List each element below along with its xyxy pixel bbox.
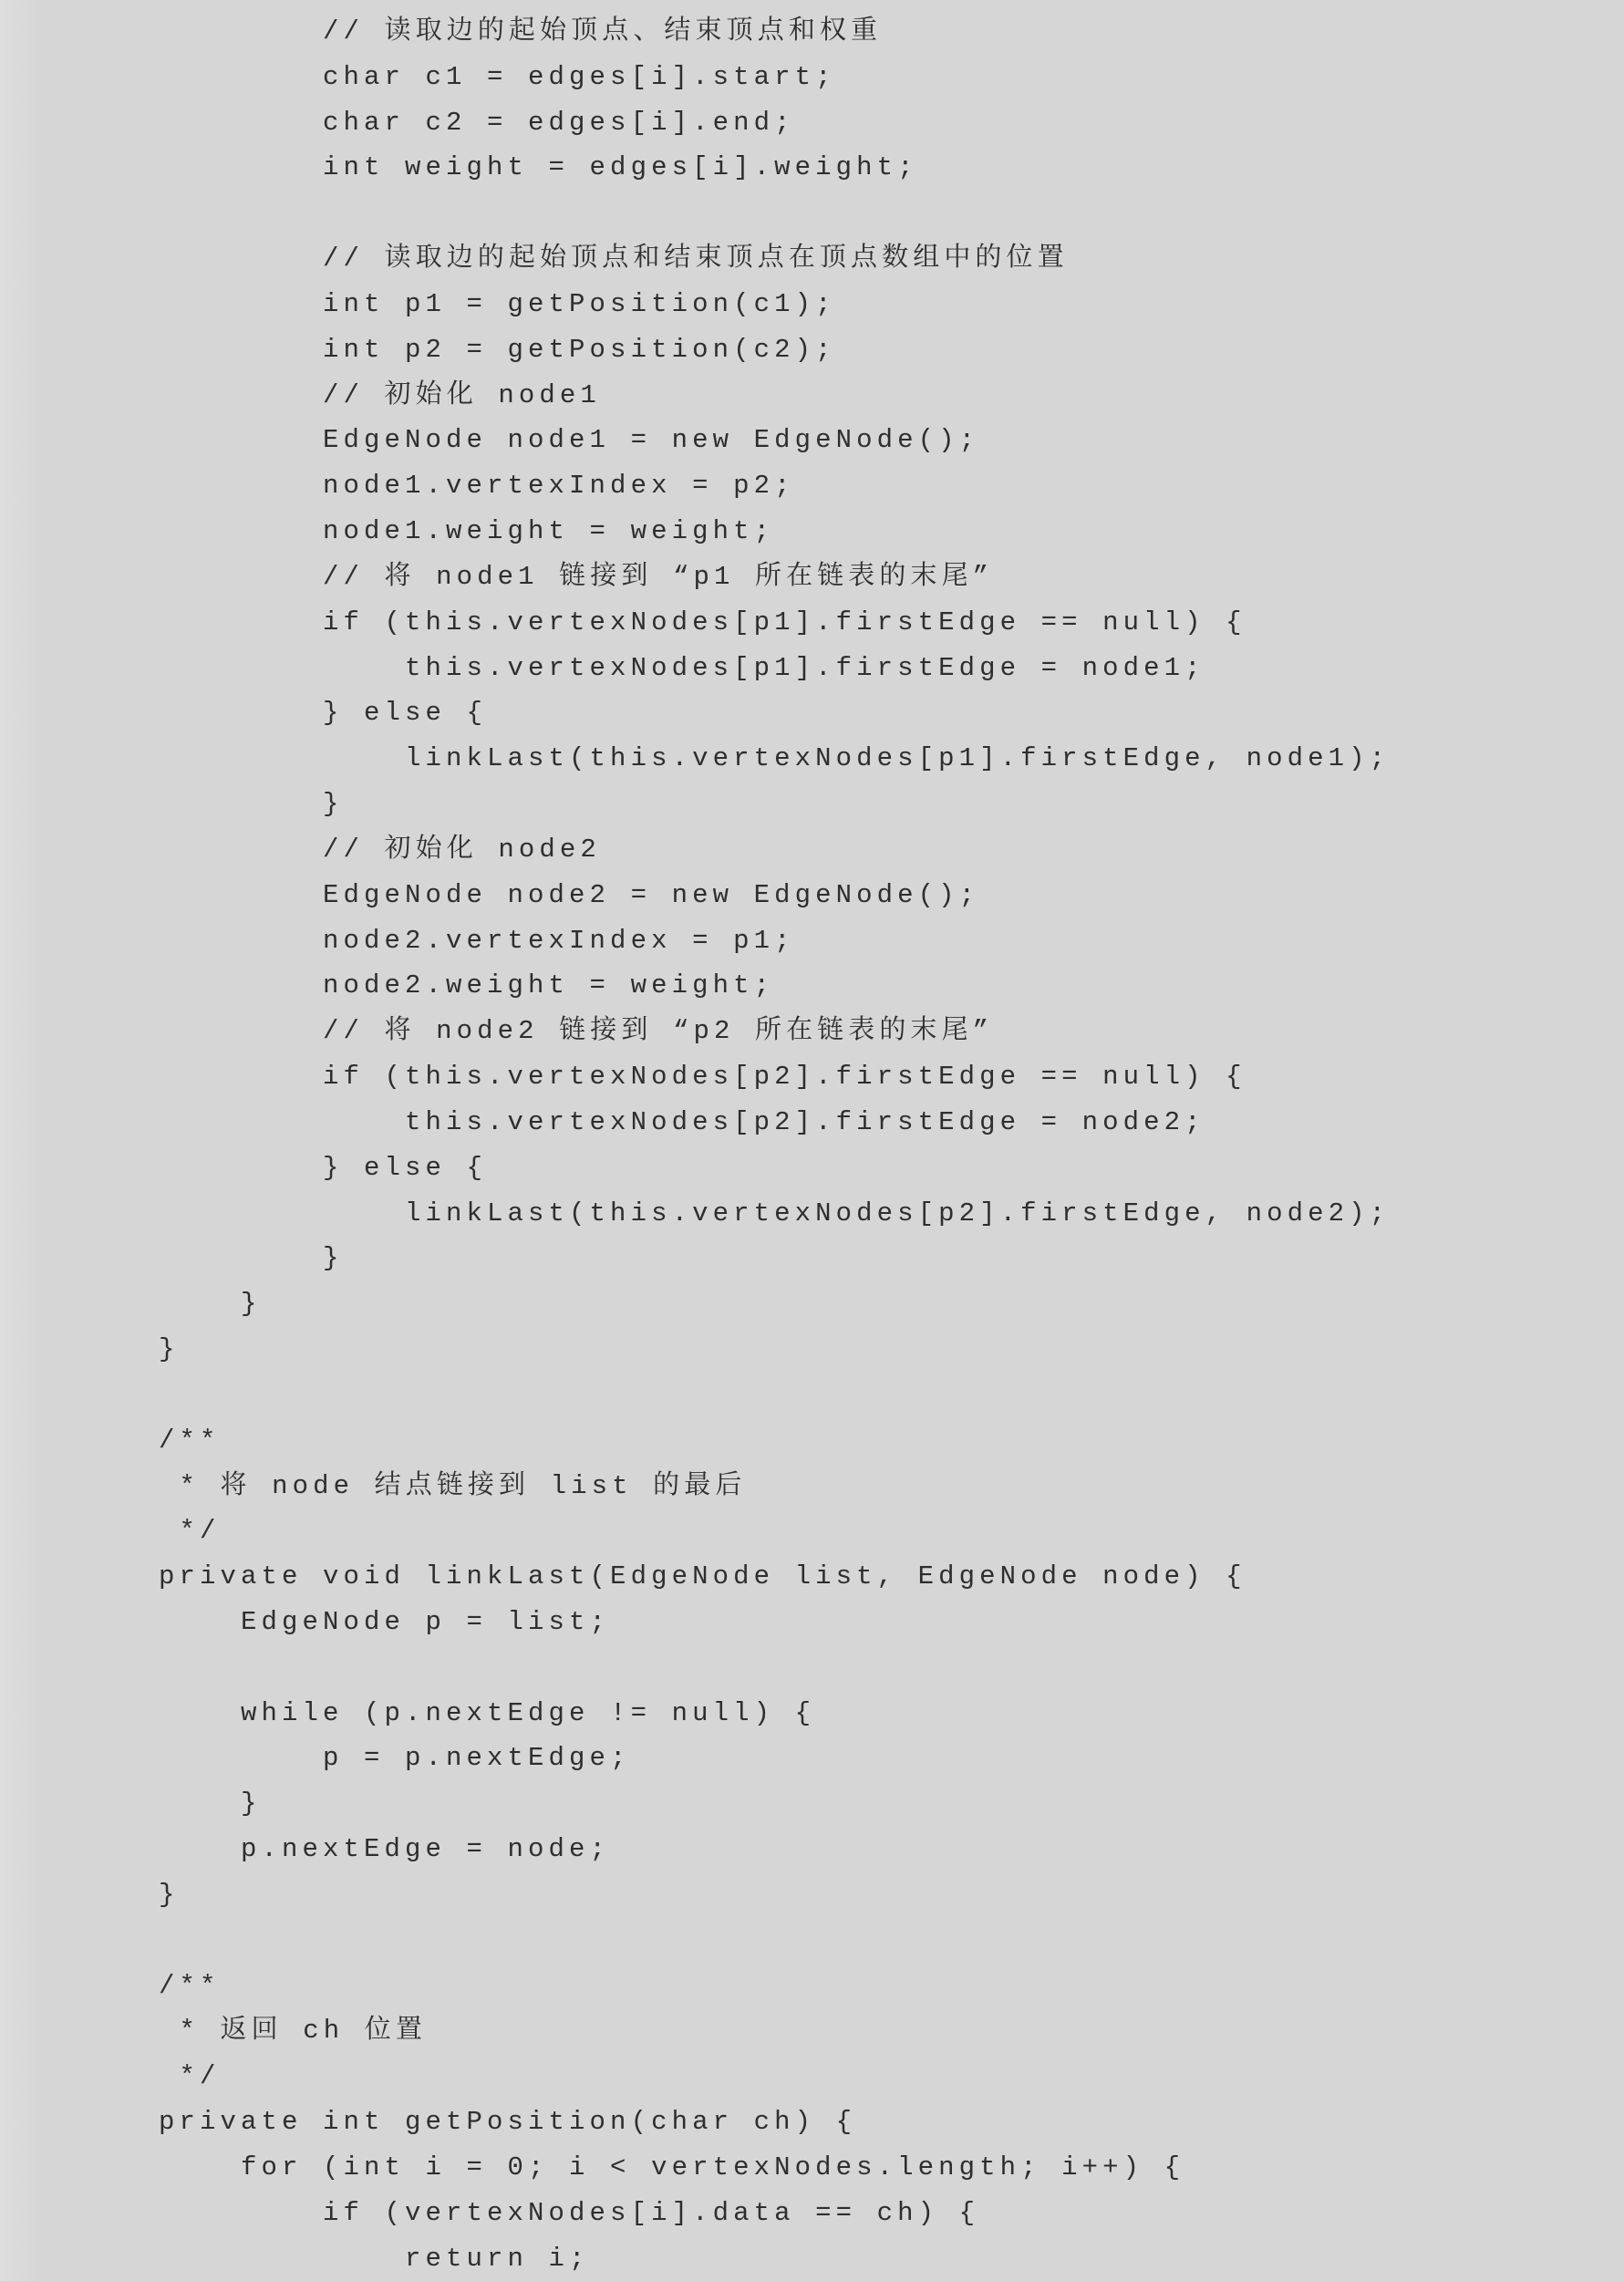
code-line: int p1 = getPosition(c1);	[159, 288, 836, 319]
code-line: EdgeNode p = list;	[159, 1606, 611, 1637]
code-line: if (this.vertexNodes[p1].firstEdge == null) {	[159, 607, 1246, 638]
code-line: }	[159, 1334, 180, 1365]
code-line: }	[159, 1243, 344, 1274]
code-line: }	[159, 1289, 262, 1320]
code-line-blank	[159, 1373, 1606, 1418]
code-line: private void linkLast(EdgeNode list, EdgeNode node) {	[159, 1561, 1246, 1592]
code-line: linkLast(this.vertexNodes[p2].firstEdge, node2);	[159, 1198, 1391, 1229]
code-line: // 初始化 node1	[159, 379, 601, 410]
code-line: // 读取边的起始顶点和结束顶点在顶点数组中的位置	[159, 244, 1069, 275]
code-line: node2.weight = weight;	[159, 970, 775, 1001]
code-line: * 将 node 结点链接到 list 的最后	[159, 1470, 747, 1501]
code-line: this.vertexNodes[p1].firstEdge = node1;	[159, 652, 1205, 683]
code-line: while (p.nextEdge != null) {	[159, 1697, 816, 1728]
code-line: node2.vertexIndex = p1;	[159, 925, 795, 956]
code-line-blank	[159, 191, 1606, 236]
code-line: linkLast(this.vertexNodes[p1].firstEdge, node1);	[159, 743, 1391, 774]
code-line: if (vertexNodes[i].data == ch) {	[159, 2197, 980, 2228]
code-block	[159, 9, 1606, 2281]
code-line: }	[159, 1789, 262, 1820]
code-line: }	[159, 1879, 180, 1910]
code-line: int p2 = getPosition(c2);	[159, 334, 836, 365]
code-line: } else {	[159, 1152, 488, 1183]
code-line: int weight = edges[i].weight;	[159, 152, 918, 183]
code-line: node1.vertexIndex = p2;	[159, 471, 795, 502]
code-line: EdgeNode node2 = new EdgeNode();	[159, 879, 980, 910]
code-line: p.nextEdge = node;	[159, 1834, 611, 1865]
code-line: char c2 = edges[i].end;	[159, 107, 795, 138]
code-line: // 初始化 node2	[159, 834, 601, 865]
code-line: for (int i = 0; i < vertexNodes.length; i++) {	[159, 2151, 1185, 2183]
code-line: */	[159, 1516, 221, 1547]
code-line: return i;	[159, 2243, 590, 2274]
code-line: * 返回 ch 位置	[159, 2016, 427, 2047]
code-line: EdgeNode node1 = new EdgeNode();	[159, 425, 980, 456]
code-line: private int getPosition(char ch) {	[159, 2107, 857, 2138]
code-line: p = p.nextEdge;	[159, 1743, 631, 1774]
code-line: this.vertexNodes[p2].firstEdge = node2;	[159, 1106, 1205, 1137]
code-line: if (this.vertexNodes[p2].firstEdge == null) {	[159, 1062, 1246, 1093]
code-line: /**	[159, 1970, 221, 2001]
code-line: // 读取边的起始顶点、结束顶点和权重	[159, 16, 883, 47]
code-line: // 将 node2 链接到 “p2 所在链表的末尾”	[159, 1016, 994, 1047]
code-line: node1.weight = weight;	[159, 516, 775, 547]
code-line: char c1 = edges[i].start;	[159, 61, 836, 92]
code-line: // 将 node1 链接到 “p1 所在链表的末尾”	[159, 561, 994, 592]
code-line-blank	[159, 1645, 1606, 1691]
code-line: /**	[159, 1425, 221, 1456]
code-line: */	[159, 2061, 221, 2092]
code-line-blank	[159, 1918, 1606, 1964]
code-line: }	[159, 789, 344, 820]
code-line: } else {	[159, 698, 488, 729]
